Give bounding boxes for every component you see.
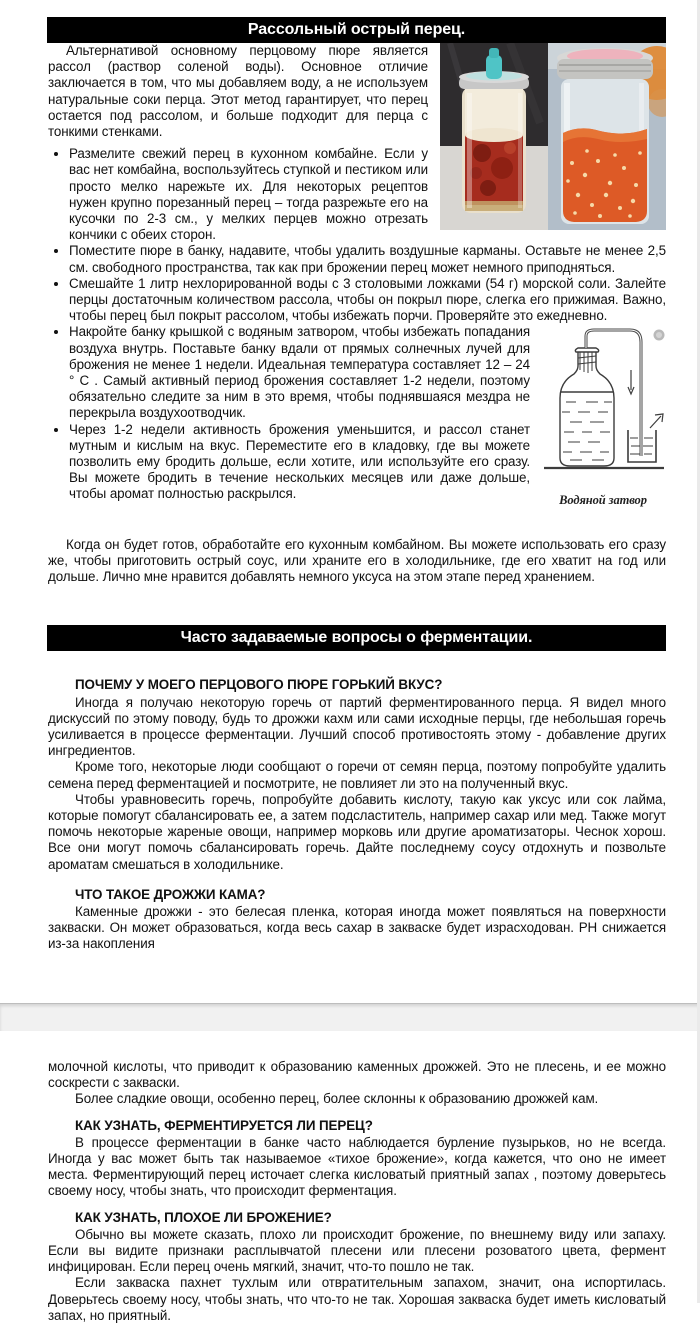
list-item	[69, 276, 666, 325]
airlock-diagram	[540, 326, 666, 506]
page-title: Рассольный острый перец.	[247, 21, 466, 38]
faq-question: КАК УЗНАТЬ, ПЛОХОЕ ЛИ БРОЖЕНИЕ?	[75, 1209, 332, 1225]
faq-question: ЧТО ТАКОЕ ДРОЖЖИ КАМА?	[75, 886, 266, 902]
list-item	[69, 243, 666, 275]
page1-content	[48, 43, 666, 585]
step-text: Смешайте 1 литр нехлорированной воды с 3 столовыми ложками (54 г) морской соли. Залейте перцы достаточным количеством рассола, чтобы он покрыл пюре, слегка его прижимая. Важно, чтобы перец был покрыт рассолом, чтобы избежать порчи. Проверяйте это ежедневно.	[69, 275, 666, 324]
faq-answer-paragraph: Каменные дрожжи - это белесая пленка, которая иногда может появляться на поверхности закваски. Он может образоваться, когда весь сахар в закваске будет израсходован. РН снижается из-за накопления	[48, 903, 666, 952]
step-text: Через 1-2 недели активность брожения уменьшится, и рассол станет мутным и кислым на вкус. Переместите его в кладовку, где вы можете позволить ему бродить дольше, если хотите, или используйте его сразу. Вы можете бродить в течение нескольких месяцев или даже дольше, чтобы аромат полностью раскрылся.	[69, 421, 530, 502]
faq-question: ПОЧЕМУ У МОЕГО ПЕРЦОВОГО ПЮРЕ ГОРЬКИЙ ВКУС?	[75, 677, 443, 693]
faq-answer-paragraph: Чтобы уравновесить горечь, попробуйте добавить кислоту, такую как уксус или сок лайма, которые помогут сбалансировать ее, а затем подсластитель, например сахар или мед. Также могут помочь некоторые жареные овощи, например морковь или другие ароматизаторы. Чеснок хорош. Все они могут помочь сбалансировать горечь. Дайте последнему соусу отдохнуть и позвольте ароматам смешаться в холодильнике.	[48, 791, 666, 872]
faq-answer-paragraph: В процессе ферментации в банке часто наблюдается бурление пузырьков, но не всегда. Иногда у вас может быть так называемое «тихое брожение», когда кажется, что оно не имеет места. Ферментирующий перец источает слегка кисловатый приятный запах , поэтому доверьтесь своему носу, чтобы знать, что происходит ферментация.	[48, 1134, 666, 1199]
faq-answer-paragraph: Кроме того, некоторые люди сообщают о горечи от семян перца, поэтому попробуйте удалить семена перед ферментацией и посмотрите, не повлияет ли это на полученный вкус.	[48, 759, 666, 791]
faq-title-bar	[47, 625, 666, 651]
closing-paragraph: Когда он будет готов, обработайте его кухонным комбайном. Вы можете использовать его сразу же, чтобы приготовить острый соус, или храните его в холодильнике, где его хватит на год или дольше. Лично мне нравится добавлять немного уксуса на этом этапе перед хранением.	[48, 536, 666, 585]
airlock-diagram-caption: • Водяной затвор	[559, 492, 647, 507]
step-text: Размелите свежий перец в кухонном комбайне. Если у вас нет комбайна, воспользуйтесь ступкой и пестиком или просто мелко нарежьте их. Для некоторых рецептов нужен крупно порезанный перец – тогда разрежьте его на кусочки по 2-3 см., у мелких перцев можно отрезать кончики с обеих сторон.	[69, 146, 428, 243]
page-separator	[0, 1003, 700, 1031]
pepper-jars-photo	[440, 43, 666, 230]
faq-title: Часто задаваемые вопросы о ферментации.	[180, 629, 533, 647]
step-text: Накройте банку крышкой с водяным затвором, чтобы избежать попадания воздуха внутрь. Поставьте банку вдали от прямых солнечных лучей для брожения не менее 1 недели. Идеальная температура составляет 12 – 24 ° С . Самый активный период брожения составляет 1-2 недели, поэтому обязательно следите за ним в это время, чтобы поднявшаяся мездра не перекрыла воздухоотводчик.	[69, 324, 530, 421]
faq-section-page1	[48, 677, 666, 952]
faq-answer-paragraph: Обычно вы можете сказать, плохо ли происходит брожение, по внешнему виду или запаху. Если вы видите признаки расплывчатой плесени или плесени розоватого цвета, фермент инфицирован. Если перец очень мягкий, значит, что-то пошло не так.	[48, 1226, 666, 1275]
intro-paragraph: Альтернативой основному перцовому пюре является рассол (раствор соленой воды). Основное отличие заключается в том, что мы добавляем воду, а не используем натуральные соки перца. Этот метод гарантирует, что перец остается под рассолом, и больше подходит для перца с тонкими стенками.	[48, 43, 428, 140]
section-title-bar	[47, 17, 666, 43]
step-text: Поместите пюре в банку, надавите, чтобы удалить воздушные карманы. Оставьте не менее 2,5 см. свободного пространства, так как при брожении перец может немного приподняться.	[69, 243, 666, 275]
note-paragraph: Более сладкие овощи, особенно перец, более склонны к образованию дрожжей кам.	[75, 1091, 599, 1107]
faq-answer-paragraph: Иногда я получаю некоторую горечь от партий ферментированного перца. Я видел много дискуссий по этому поводу, будь то дрожжи кахм или сами исходные перцы, где небольшая горечь усиливается в процессе ферментации. Лучший способ противостоять этому - добавление других ингредиентов.	[48, 694, 666, 759]
pepper-jars-photo-image	[440, 43, 666, 230]
document-page-2	[0, 1031, 700, 1323]
faq-answer-paragraph: Если закваска пахнет тухлым или отвратительным запахом, значит, она испортилась. Доверьтесь своему носу, чтобы знать, что что-то не так. Хорошая закваска будет иметь кисловатый запах, но приятный.	[48, 1275, 666, 1323]
faq-question: КАК УЗНАТЬ, ФЕРМЕНТИРУЕТСЯ ЛИ ПЕРЕЦ?	[75, 1117, 373, 1133]
continuation-paragraph: молочной кислоты, что приводит к образованию каменных дрожжей. Это не плесень, и ее можно соскрести с закваски.	[48, 1059, 666, 1091]
faq-section-page2	[48, 1059, 666, 1324]
airlock-diagram-image	[540, 326, 666, 486]
